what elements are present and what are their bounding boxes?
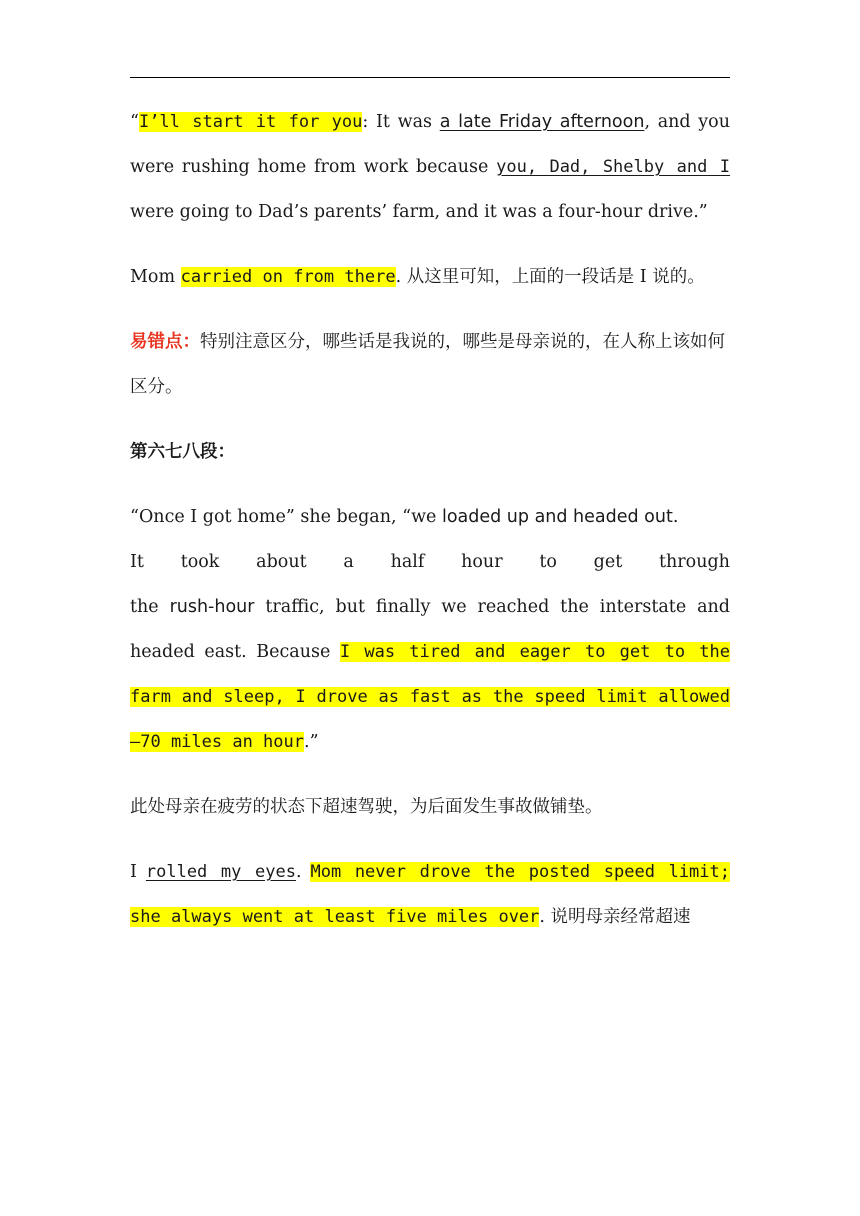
word: half — [390, 552, 425, 572]
paragraph-foreshadow-note: 此处母亲在疲劳的状态下超速驾驶，为后面发生事故做铺垫。 — [130, 797, 603, 817]
word: took — [180, 552, 220, 572]
text-span: : It was — [362, 112, 440, 132]
text-span: Mom — [130, 267, 181, 287]
highlight-start-it: I’ll start it for you — [138, 112, 363, 132]
line — [130, 495, 730, 540]
text-span: , and you were rushing home from work because — [130, 112, 730, 177]
phrase-loaded-up: loaded up and headed out — [441, 507, 673, 527]
highlight-mom-never-drove: Mom never drove the posted speed limit; she always went at least five miles over — [130, 862, 730, 927]
underline-late-friday: a late Friday afternoon — [439, 112, 645, 132]
text-span: “Once I got home” she began, “we — [130, 507, 442, 527]
paragraph-error-point — [130, 320, 730, 410]
text-span: the — [130, 597, 170, 617]
word: about — [256, 552, 307, 572]
text-span: I — [130, 862, 146, 882]
word: hour — [461, 552, 503, 572]
paragraph-quote-start — [130, 100, 730, 235]
word: get — [593, 552, 623, 572]
word: through — [659, 552, 730, 572]
underline-rolled-eyes: rolled my eyes — [145, 862, 296, 882]
paragraph-once-i-got-home — [130, 495, 730, 765]
text-span: .” — [304, 732, 319, 752]
document-body — [130, 100, 730, 940]
section-heading: 第六七八段： — [130, 442, 235, 462]
phrase-rush-hour: rush-hour — [169, 597, 255, 617]
header-rule — [130, 77, 730, 78]
line-spread — [130, 540, 730, 585]
word: It — [130, 552, 144, 572]
text-span: . — [295, 862, 311, 882]
highlight-carried-on: carried on from there — [180, 267, 396, 287]
paragraph-rolled-eyes — [130, 850, 730, 940]
error-point-label: 易错点： — [130, 332, 200, 352]
paragraph-mom-carried-on — [130, 255, 730, 300]
line-block — [130, 585, 730, 765]
underline-family: you, Dad, Shelby and I — [496, 157, 731, 177]
highlight-tired-eager: I was tired and eager to get to the farm and sleep, I drove as fast as the speed limit allowed—70 miles an hour — [130, 642, 730, 752]
text-span: . 从这里可知，上面的一段话是 I 说的。 — [395, 267, 705, 287]
word: to — [539, 552, 557, 572]
text-span: were going to Dad’s parents’ farm, and it was a four-hour drive.” — [130, 202, 708, 222]
error-point-text: 特别注意区分，哪些话是我说的，哪些是母亲说的，在人称上该如何区分。 — [130, 332, 725, 397]
text-span: traffic, but finally we reached the interstate and headed east. Because — [130, 597, 730, 662]
open-quote: “ — [130, 112, 139, 132]
text-span: . — [672, 507, 679, 527]
word: a — [343, 552, 354, 572]
text-span: . 说明母亲经常超速 — [539, 907, 691, 927]
